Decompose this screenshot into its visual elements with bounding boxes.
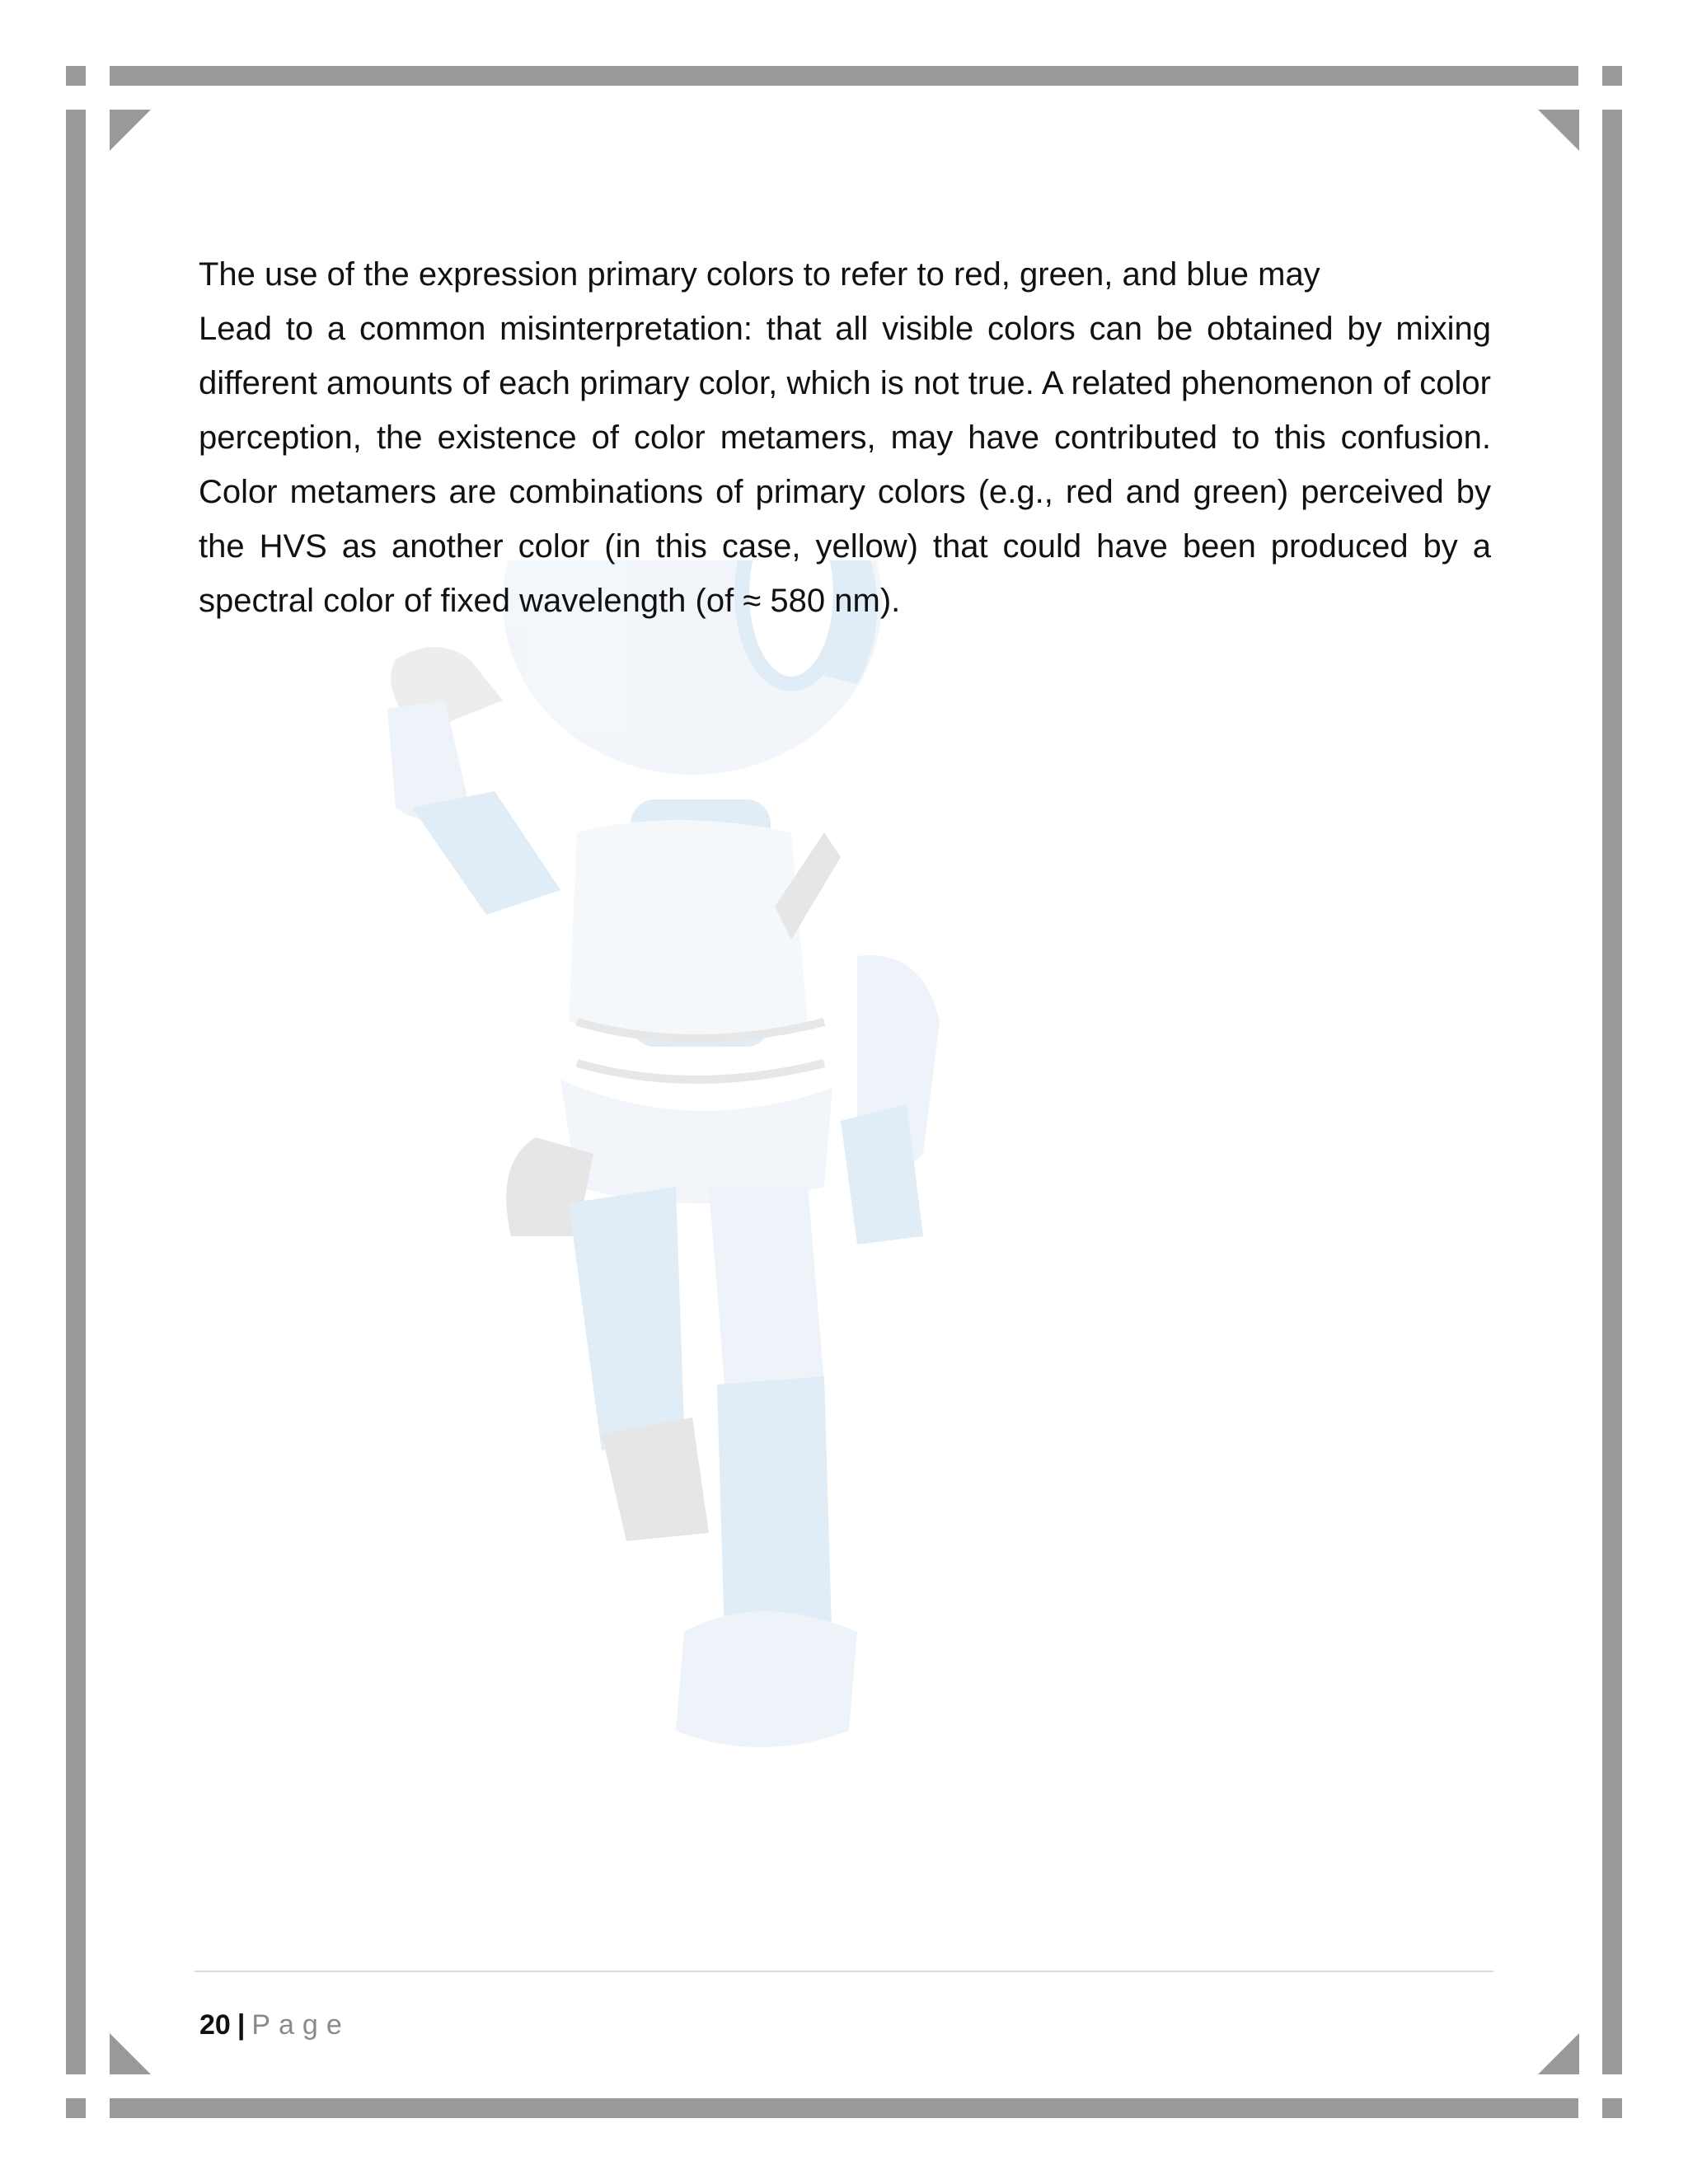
footer-divider (195, 1971, 1493, 1972)
footer-separator: | (237, 2009, 246, 2041)
body-paragraph (199, 247, 1491, 628)
robot-watermark-icon (330, 560, 1071, 1846)
page-number: 20 (199, 2009, 231, 2041)
corner-triangle-top-left (110, 110, 151, 151)
paragraph-body: Lead to a common misinterpretation: that all visible colors can be obtained by mixing different amounts of each primary color, which is not true. A related phenomenon of color perception, the existence of color metamers, may have contributed to this confusion. Color metamers are combinations of primary colors (e.g., red and green) perceived by the HVS as another color (in this case, yellow) that could have been produced by a spectral color of fixed wavelength (of ≈ 580 nm). (199, 311, 1491, 619)
page-footer (199, 2009, 350, 2041)
corner-square-bottom-right (1602, 2098, 1622, 2118)
border-left-bar (66, 110, 86, 2074)
border-top-bar (110, 66, 1578, 86)
corner-square-top-right (1602, 66, 1622, 86)
corner-triangle-bottom-left (110, 2033, 151, 2074)
page-label: Page (251, 2009, 350, 2041)
border-bottom-bar (110, 2098, 1578, 2118)
corner-square-top-left (66, 66, 86, 86)
corner-triangle-bottom-right (1538, 2033, 1579, 2074)
paragraph-first-line: The use of the expression primary colors to refer to red, green, and blue may (199, 256, 1320, 293)
border-right-bar (1602, 110, 1622, 2074)
corner-square-bottom-left (66, 2098, 86, 2118)
corner-triangle-top-right (1538, 110, 1579, 151)
